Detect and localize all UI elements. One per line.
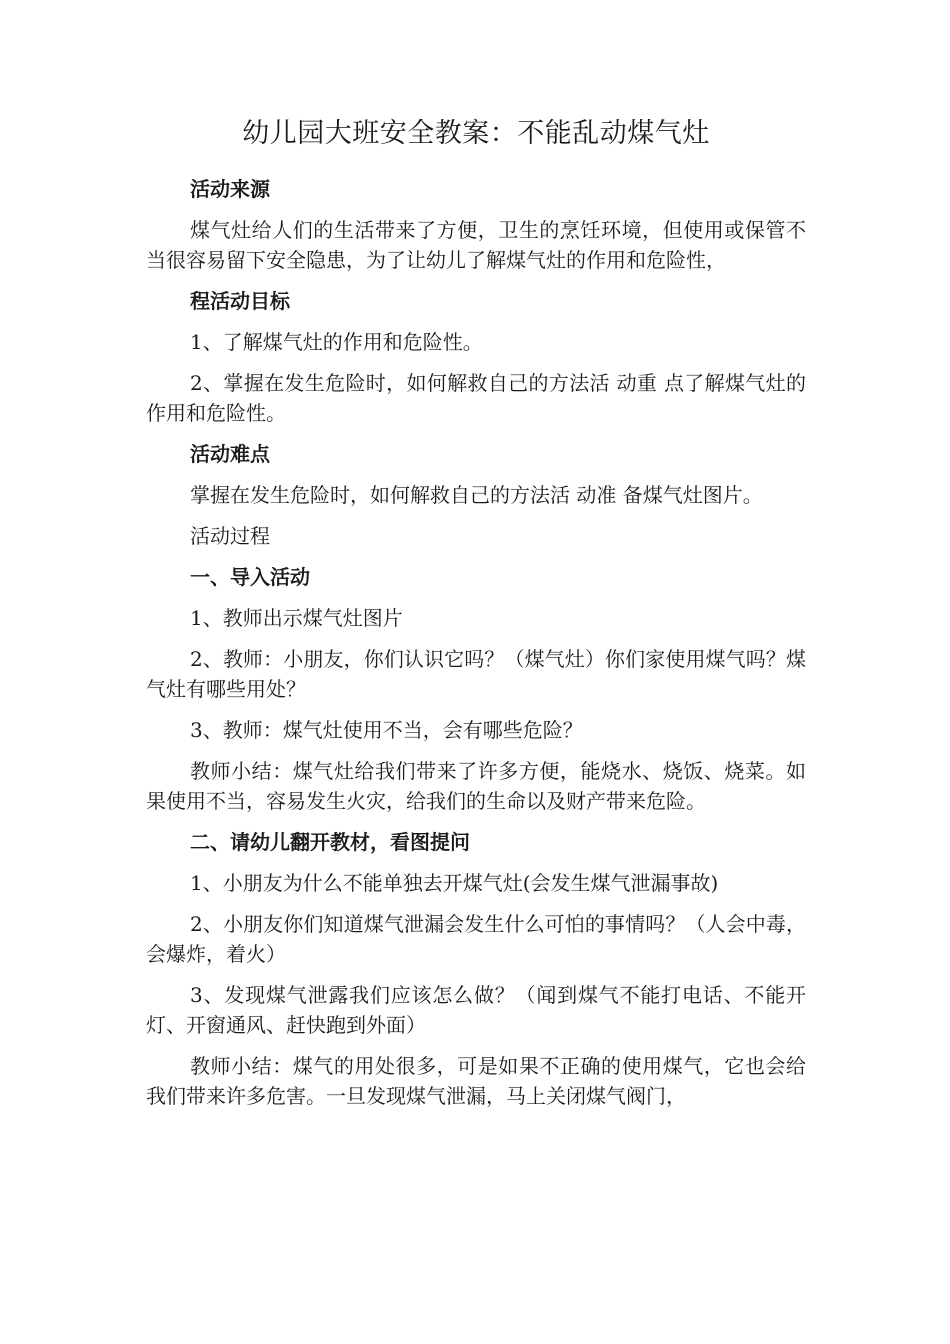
paragraph: 3、发现煤气泄露我们应该怎么做？（闻到煤气不能打电话、不能开灯、开窗通风、赶快跑到外面） — [146, 983, 806, 1037]
paragraph: 1、教师出示煤气灶图片 — [190, 606, 403, 630]
section-heading-goals: 程活动目标 — [190, 289, 290, 313]
paragraph: 教师小结：煤气的用处很多，可是如果不正确的使用煤气，它也会给我们带来许多危害。一旦发现煤气泄漏，马上关闭煤气阀门， — [146, 1054, 806, 1108]
paragraph: 1、了解煤气灶的作用和危险性。 — [190, 330, 483, 354]
document-page — [146, 112, 806, 1122]
document-title: 幼儿园大班安全教案：不能乱动煤气灶 — [242, 118, 710, 149]
paragraph: 2、教师：小朋友，你们认识它吗？（煤气灶）你们家使用煤气吗？煤气灶有哪些用处？ — [146, 647, 806, 701]
paragraph: 教师小结：煤气灶给我们带来了许多方便，能烧水、烧饭、烧菜。如果使用不当，容易发生火灾，给我们的生命以及财产带来危险。 — [146, 759, 806, 813]
section-heading-textbook: 二、请幼儿翻开教材，看图提问 — [190, 830, 470, 854]
section-heading-difficulty: 活动难点 — [190, 442, 270, 466]
section-heading-source: 活动来源 — [190, 177, 270, 201]
paragraph: 3、教师：煤气灶使用不当，会有哪些危险？ — [190, 718, 583, 742]
paragraph: 2、小朋友你们知道煤气泄漏会发生什么可怕的事情吗？（人会中毒，会爆炸，着火） — [146, 912, 806, 966]
paragraph: 2、掌握在发生危险时，如何解救自己的方法活 动重 点了解煤气灶的作用和危险性。 — [146, 371, 806, 425]
paragraph: 活动过程 — [190, 524, 270, 548]
paragraph: 1、小朋友为什么不能单独去开煤气灶(会发生煤气泄漏事故) — [190, 871, 719, 895]
paragraph: 掌握在发生危险时，如何解救自己的方法活 动准 备煤气灶图片。 — [190, 483, 763, 507]
paragraph: 煤气灶给人们的生活带来了方便，卫生的烹饪环境，但使用或保管不当很容易留下安全隐患，为了让幼儿了解煤气灶的作用和危险性， — [146, 218, 806, 272]
section-heading-intro: 一、导入活动 — [190, 565, 310, 589]
